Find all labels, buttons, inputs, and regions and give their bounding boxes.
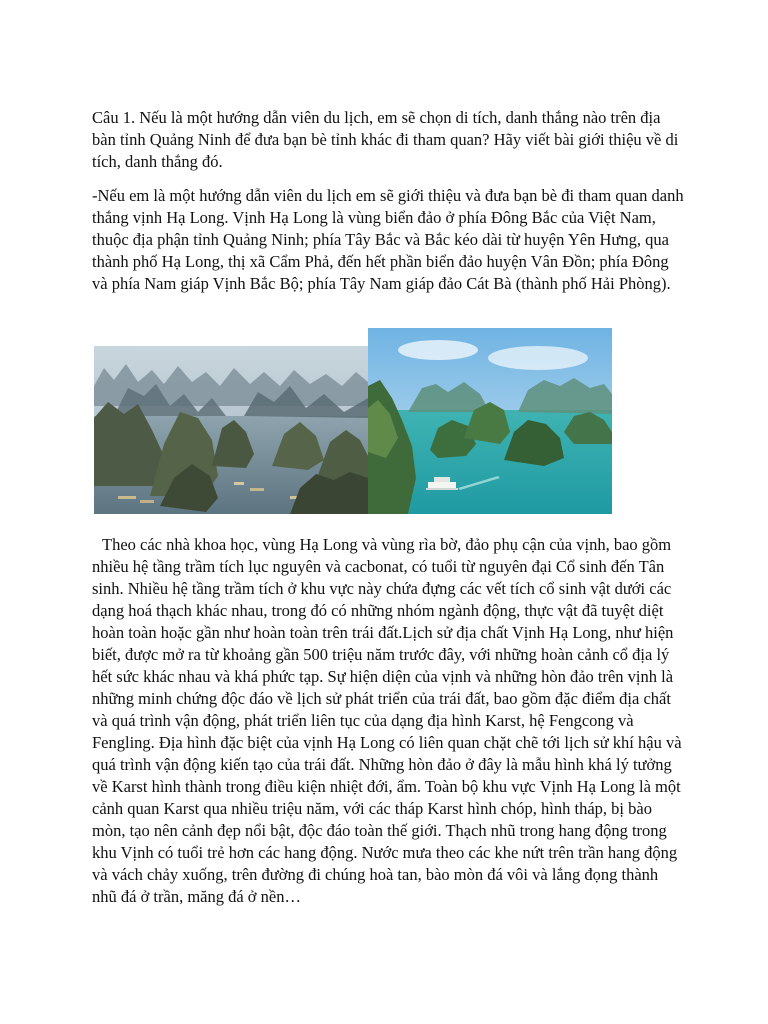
bay-photo-turquoise (368, 328, 612, 514)
body-paragraph: Theo các nhà khoa học, vùng Hạ Long và vùng rìa bờ, đảo phụ cận của vịnh, bao gồm nhiều hệ tầng trầm tích lục nguyên và cacbonat, có tuổi từ nguyên đại Cổ sinh đến Tân sinh. Nhiều hệ tầng trầm tích ở khu vực này chứa đựng các vết tích cổ sinh vật dưới các dạng hoá thạch khác nhau, trong đó có những nhóm ngành động, thực vật đã tuyệt diệt hoàn toàn hoặc gần như hoàn toàn trên trái đất.Lịch sử địa chất Vịnh Hạ Long, như hiện biết, được mở ra từ khoảng gần 500 triệu năm trước đây, với những hoàn cảnh cổ địa lý hết sức khác nhau và khá phức tạp. Sự hiện diện của vịnh và những hòn đảo trên vịnh là những minh chứng độc đáo về lịch sử phát triển của trái đất, bao gồm đặc điểm địa chất và quá trình vận động, phát triển liên tục của dạng địa hình Karst, hệ Fengcong và Fengling. Địa hình đặc biệt của vịnh Hạ Long có liên quan chặt chẽ tới lịch sử khí hậu và quá trình vận động kiến tạo của trái đất. Những hòn đảo ở đây là mẫu hình khá lý tưởng về Karst hình thành trong điều kiện nhiệt đới, ẩm. Toàn bộ khu vực Vịnh Hạ Long là một cảnh quan Karst qua nhiều triệu năm, với các tháp Karst hình chóp, hình tháp, bị bào mòn, tạo nên cảnh đẹp nổi bật, độc đáo toàn thế giới. Thạch nhũ trong hang động trong khu Vịnh có tuổi trẻ hơn các hang động. Nước mưa theo các khe nứt trên trần hang động và vách chảy xuống, trên đường đi chúng hoà tan, bào mòn đá vôi và lắng đọng thành nhũ đá ở trần, măng đá ở nền… (92, 535, 682, 906)
bay-photo-misty (94, 346, 368, 514)
intro-paragraph: -Nếu em là một hướng dẫn viên du lịch em sẽ giới thiệu và đưa bạn bè đi tham quan danh thắng vịnh Hạ Long. Vịnh Hạ Long là vùng biển đảo ở phía Đông Bắc của Việt Nam, thuộc địa phận tỉnh Quảng Ninh; phía Tây Bắc và Bắc kéo dài từ huyện Yên Hưng, qua thành phố Hạ Long, thị xã Cẩm Phả, đến hết phần biển đảo huyện Vân Đồn; phía Đông và phía Nam giáp Vịnh Bắc Bộ; phía Tây Nam giáp đảo Cát Bà (thành phố Hải Phòng). (92, 186, 684, 293)
karst-landscape-left (94, 346, 368, 514)
question-paragraph: Câu 1. Nếu là một hướng dẫn viên du lịch, em sẽ chọn di tích, danh thắng nào trên địa bàn tỉnh Quảng Ninh để đưa bạn bè tỉnh khác đi tham quan? Hãy viết bài giới thiệu về di tích, danh thắng đó. (92, 108, 679, 171)
karst-landscape-right (368, 328, 612, 514)
